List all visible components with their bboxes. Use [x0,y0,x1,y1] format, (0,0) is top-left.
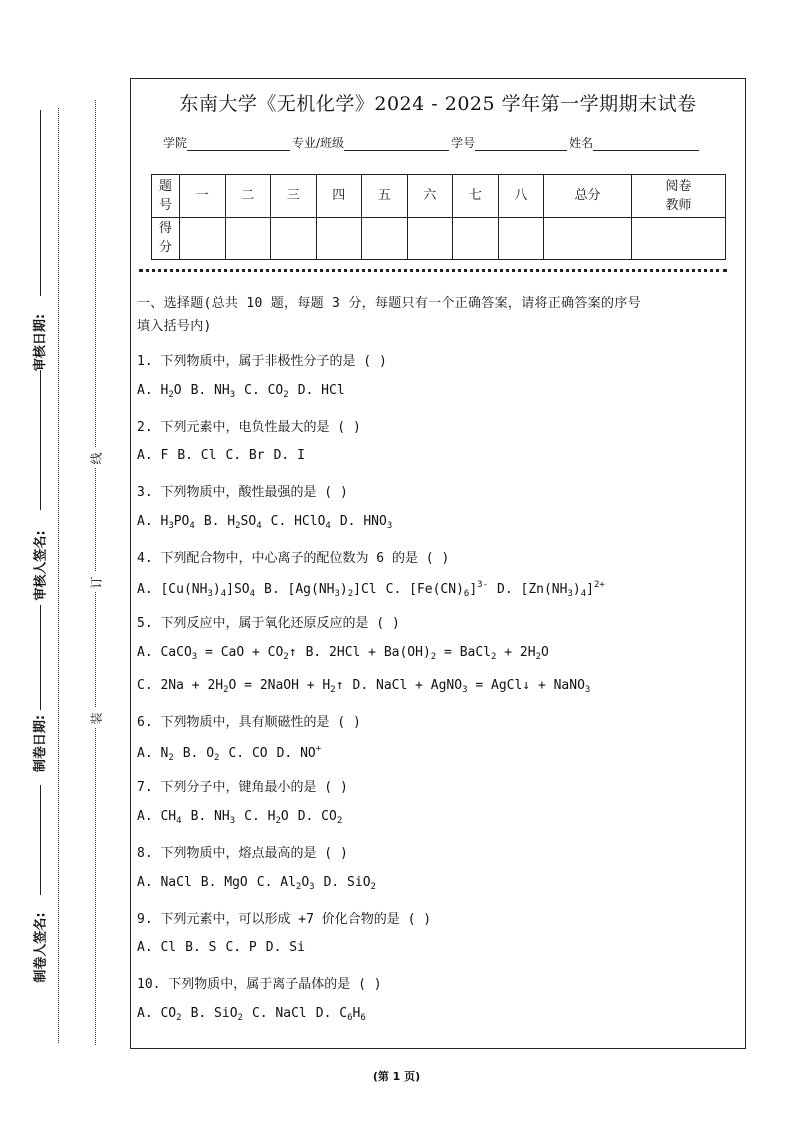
answer-option: C. $2Na + 2H_2O$ = 2NaOH + $H_2↑$ [137,678,344,695]
col-header: 五 [362,175,408,218]
binding-rule [40,110,41,296]
question-options [137,645,558,662]
question-stem: 1. 下列物质中，属于非极性分子的是 ( ) [137,354,387,369]
score-cell[interactable] [407,217,453,260]
maker-date-label: 制卷日期: [33,714,49,772]
answer-option: D. NO+ [276,743,322,761]
college-field[interactable] [187,137,290,151]
reviewer-sign-label: 审核人签名: [33,529,49,601]
question-area [137,292,743,1023]
name-field[interactable] [593,137,699,151]
answer-option: D. $[Zn(NH_3)_4]^{2+}$ [497,579,605,599]
answer-option: A. $CO_2$ [137,1006,182,1023]
answer-option: A. F [137,448,169,464]
reviewer-header: 阅卷 教师 [632,175,726,218]
question-stem: 5. 下列反应中，属于氧化还原反应的是 ( ) [137,616,400,632]
separator-dotted-line [139,269,727,272]
question-stem: 10. 下列物质中，属于离子晶体的是 ( ) [137,977,382,993]
score-cell[interactable] [180,217,226,260]
answer-option: C. P [225,940,257,956]
answer-option: D. I [273,448,305,464]
name-label: 姓名 [569,136,594,150]
answer-option: A. CaCO$_3$ = CaO + $CO_2↑$ [137,645,297,663]
answer-option: C. $CO_2$ [244,382,289,400]
question-options [137,744,330,763]
binding-rule [40,370,41,510]
col-header: 七 [453,175,499,218]
col-header: 二 [225,175,271,218]
answer-option: D. SiO$_2$ [323,874,376,892]
major-field[interactable] [344,137,449,151]
cut-pack-word: 装 [86,708,106,728]
answer-option: B. $H_2SO_4$ [203,514,262,531]
answer-option: B. Cl [177,448,217,464]
answer-option: B. $O_2$ [182,745,220,763]
answer-option: D. $CO_2$ [297,809,343,827]
answer-option: B. SiO$_2$ [190,1006,243,1023]
question-stem: 3. 下列物质中，酸性最强的是 ( ) [137,485,348,501]
cut-line-word: 线 [86,448,106,468]
question-number-header: 题 号 [152,175,180,218]
col-header-total: 总分 [544,175,632,218]
major-label: 专业/班级 [292,136,345,150]
student-id-field[interactable] [475,137,567,151]
answer-option: A. $N_2$ [137,745,174,763]
score-header: 得 分 [152,217,180,260]
question-stem: 4. 下列配合物中，中心离子的配位数为 6 的是 ( ) [137,550,450,566]
question-stem: 2. 下列元素中，电负性最大的是 ( ) [137,419,361,435]
col-header: 六 [407,175,453,218]
answer-option: D. $C_6H_6$ [315,1006,366,1023]
answer-option: B. $NH_3$ [190,809,236,827]
question-options [137,383,354,400]
reviewer-date-label: 审核日期: [33,313,49,371]
answer-option: C. HClO$_4$ [270,514,331,531]
exam-title: 东南大学《无机化学》2024 - 2025 学年第一学期期末试卷 [179,93,697,115]
score-cell[interactable] [362,217,408,260]
score-table-header-row [152,175,726,218]
score-cell[interactable] [225,217,271,260]
answer-option: B. $[Ag(NH_3)_2]Cl$ [264,581,377,599]
answer-option: D. Si [265,940,305,956]
score-cell[interactable] [316,217,362,260]
answer-option: C. $[Fe(CN)_6]^{3-}$ [385,579,489,599]
question-stem: 6. 下列物质中，具有顺磁性的是 ( ) [137,714,361,730]
answer-option: A. $H_3PO_4$ [137,514,195,531]
binding-rule [40,785,41,895]
student-id-label: 学号 [451,136,476,150]
answer-option: D. NaCl + AgNO$_3$ = AgCl↓ + NaNO$_3$ [352,678,591,695]
answer-option: A. NaCl [137,874,192,890]
answer-option: A. Cl [137,940,177,956]
score-table [151,174,726,260]
question-options [137,809,351,826]
reviewer-cell[interactable] [632,217,726,260]
exam-frame [130,78,746,1049]
question-options [137,580,614,599]
section-heading: 一、选择题(总共 10 题，每题 3 分，每题只有一个正确答案，请将正确答案的序号 填入括号内) [137,296,641,334]
answer-option: C. Br [225,448,265,464]
student-info-row [163,134,701,151]
score-cell[interactable] [271,217,317,260]
maker-sign-label: 制卷人签名: [33,911,49,983]
score-table-score-row [152,217,726,260]
question-options [137,448,314,463]
answer-option: A. $CH_4$ [137,809,182,827]
question-stem: 9. 下列元素中，可以形成 +7 价化合物的是 ( ) [137,911,432,927]
col-header: 三 [271,175,317,218]
question-options [137,940,314,955]
answer-option: A. $[Cu(NH_3)_4]SO_4$ [137,581,256,599]
cut-bind-word: 订 [86,572,106,592]
question-options [137,875,385,892]
answer-option: A. $H_2O$ [137,382,182,400]
question-stem: 8. 下列物质中，熔点最高的是 ( ) [137,846,348,861]
answer-option: D. $HNO_3$ [339,514,393,531]
col-header: 一 [180,175,226,218]
answer-option: C. CO [228,745,268,761]
binding-rule [40,605,41,710]
college-label: 学院 [163,136,188,150]
col-header: 四 [316,175,362,218]
binding-dotted-line [58,108,59,1043]
question-options [137,1006,375,1023]
score-cell[interactable] [498,217,544,260]
answer-option: B. $2HCl + Ba(OH)_2$ = BaCl$_2$ + $2H_2O$ [305,645,549,663]
answer-option: C. $Al_2O_3$ [256,874,315,892]
answer-option: B. MgO [200,874,248,890]
answer-option: C. NaCl [251,1006,307,1021]
question-stem: 7. 下列分子中，键角最小的是 ( ) [137,780,348,796]
question-options [137,514,401,531]
answer-option: D. HCl [297,382,345,398]
score-cell-total[interactable] [544,217,632,260]
answer-option: C. $H_2O$ [244,809,289,827]
col-header: 八 [498,175,544,218]
question-options [137,678,599,695]
answer-option: B. $NH_3$ [190,382,236,400]
score-cell[interactable] [453,217,499,260]
page-footer: (第 1 页) [372,1070,421,1083]
answer-option: B. S [185,940,217,956]
